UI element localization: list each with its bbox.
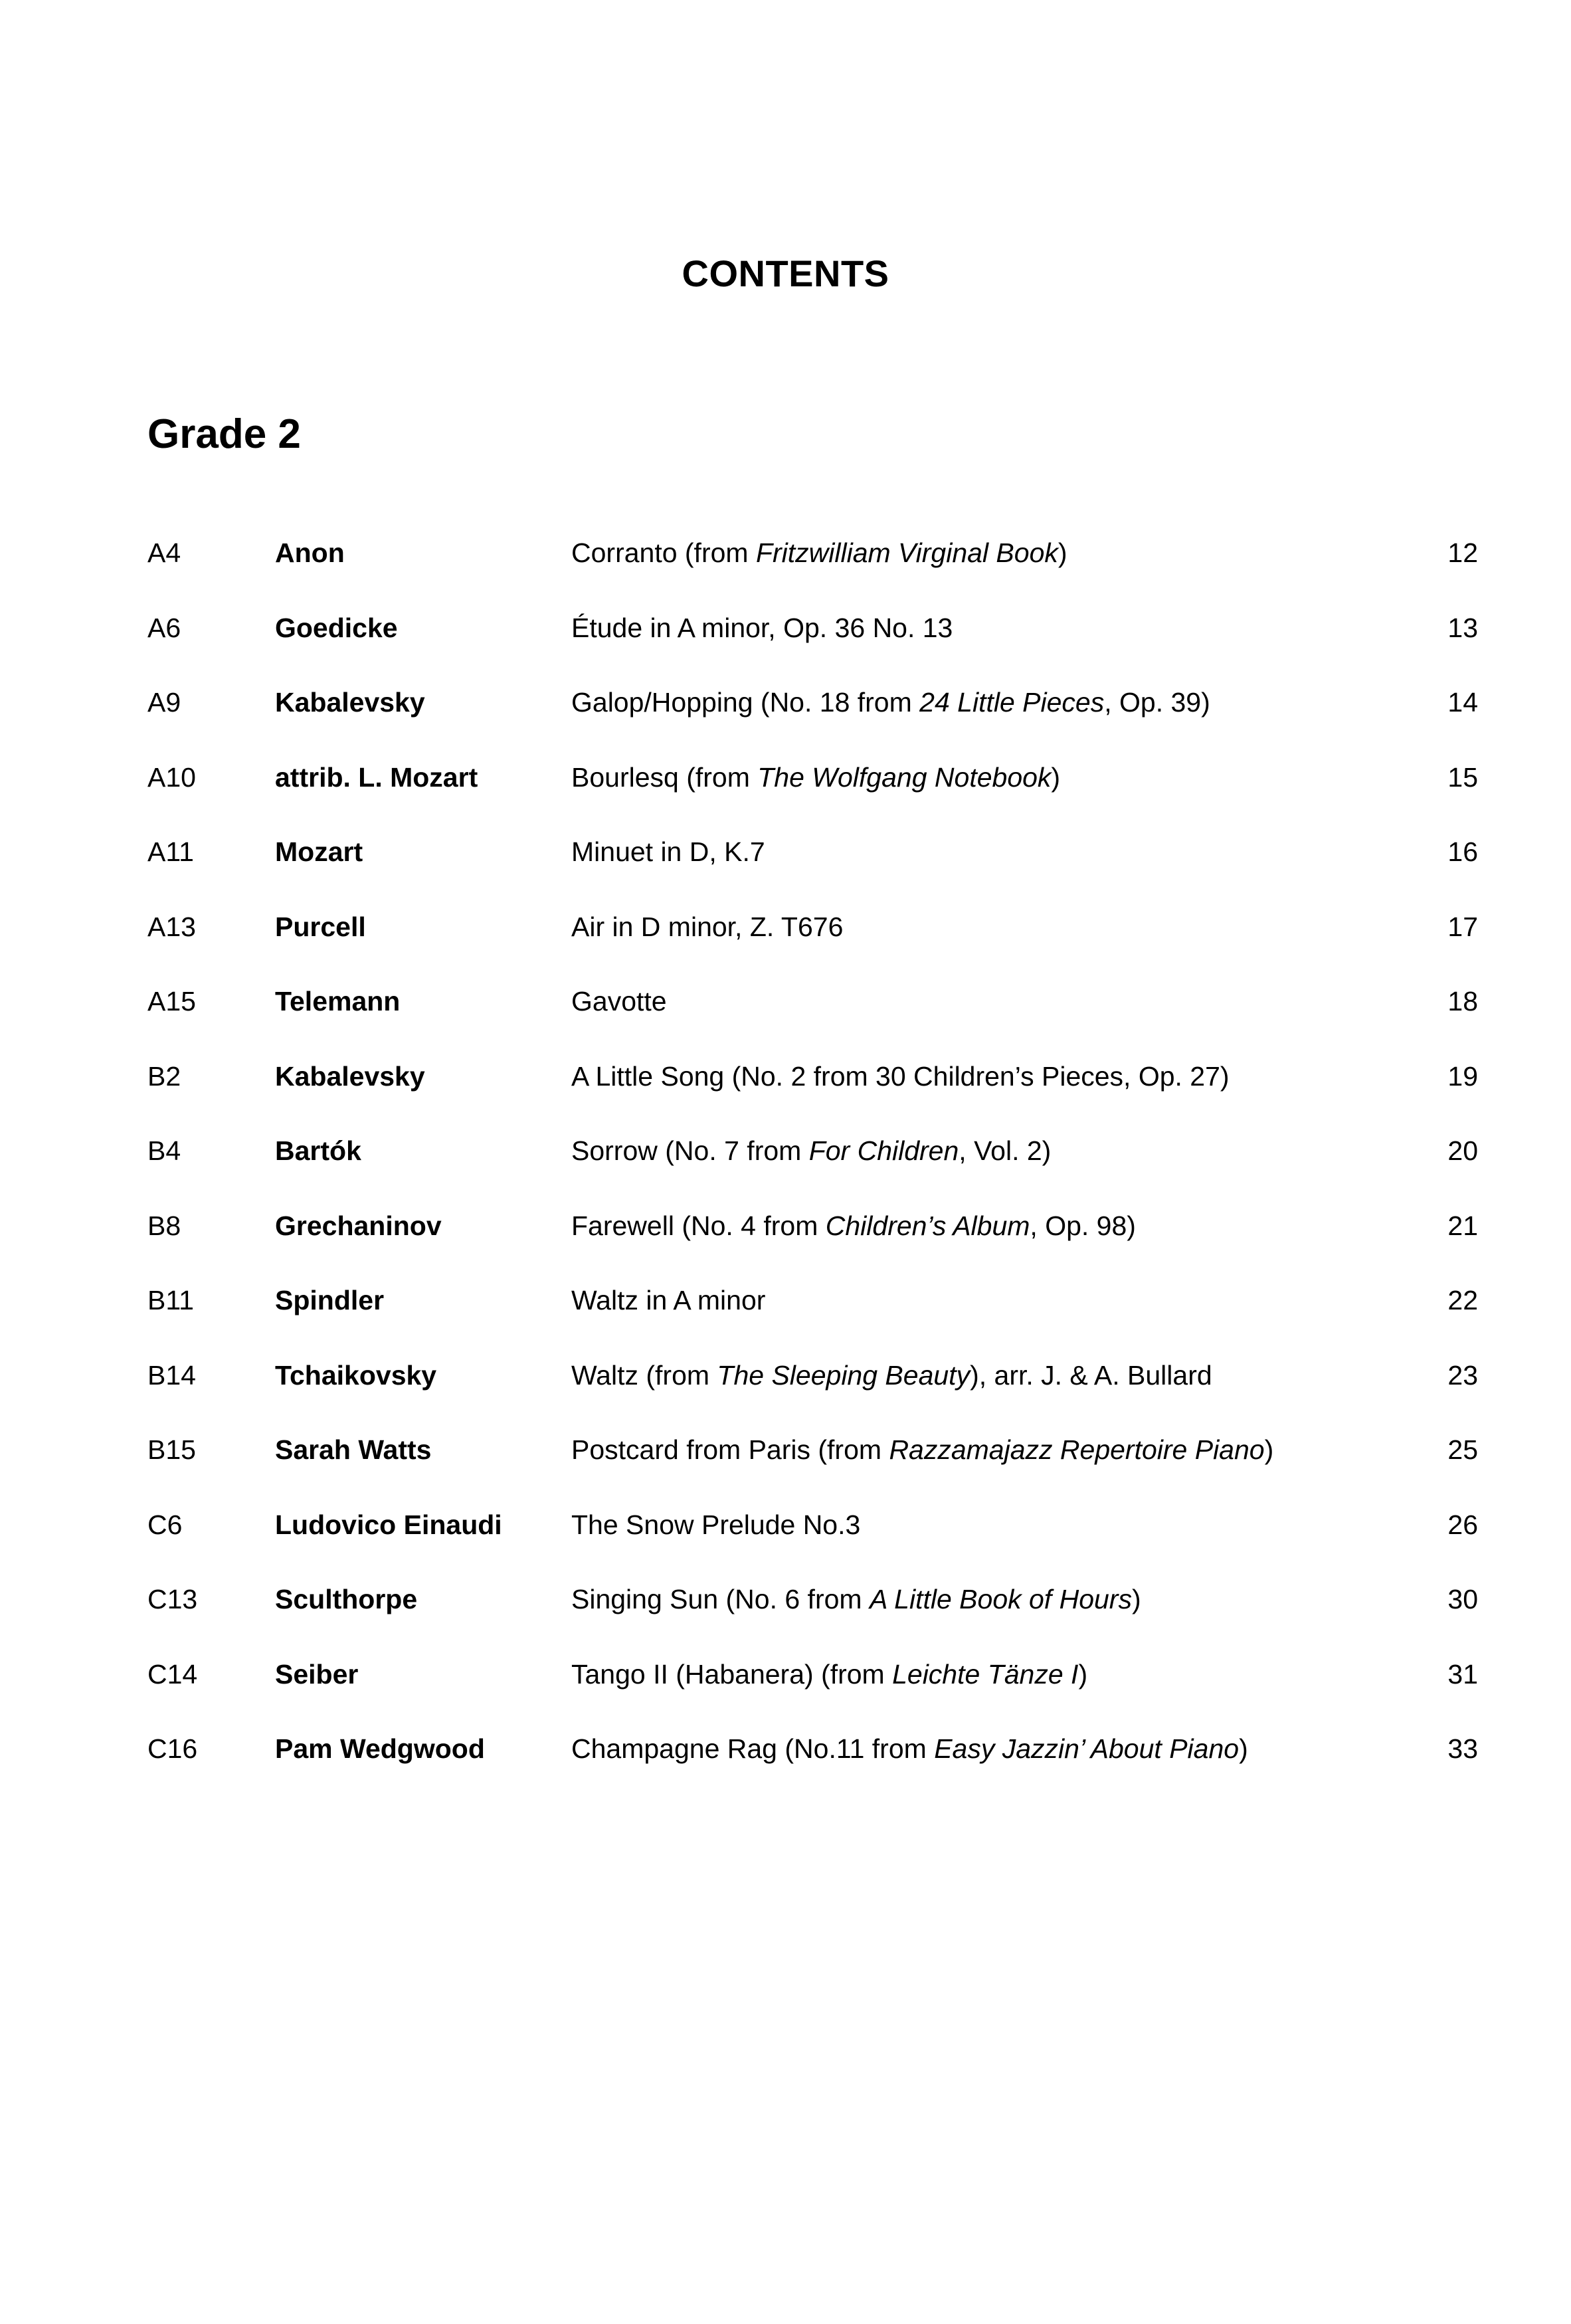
piece-title <box>571 1351 1212 1399</box>
piece-title <box>571 1276 765 1324</box>
source-book-title: The Sleeping Beauty <box>717 1359 970 1391</box>
composer-name: Anon <box>275 537 345 568</box>
page-number: 13 <box>1447 612 1478 643</box>
piece-code: A13 <box>147 911 196 942</box>
piece-code: A6 <box>147 612 181 643</box>
contents-entry <box>0 1127 1571 1202</box>
piece-title <box>571 678 1210 726</box>
composer-name: Ludovico Einaudi <box>275 1509 502 1540</box>
piece-title-text: Waltz in A minor <box>571 1285 766 1315</box>
piece-title-text: Étude in A minor, Op. 36 No. 13 <box>571 612 953 643</box>
piece-title <box>571 1501 860 1549</box>
piece-title <box>571 604 953 652</box>
piece-title-suffix: ), arr. J. & A. Bullard <box>970 1359 1212 1391</box>
composer-name: Purcell <box>275 911 366 942</box>
contents-entry <box>0 604 1571 679</box>
piece-code: B2 <box>147 1060 181 1092</box>
piece-title-suffix: ) <box>1078 1658 1088 1690</box>
piece-code: A11 <box>147 836 194 867</box>
page-number: 25 <box>1447 1434 1478 1465</box>
source-book-title: 24 Little Pieces <box>919 687 1105 718</box>
piece-title <box>571 1202 1136 1250</box>
composer-name: Goedicke <box>275 612 398 643</box>
piece-title <box>571 1052 1230 1100</box>
composer-name: Pam Wedgwood <box>275 1733 485 1764</box>
page-number: 22 <box>1447 1285 1478 1315</box>
contents-entry <box>0 1725 1571 1800</box>
piece-code: B4 <box>147 1135 181 1166</box>
contents-entry <box>0 1575 1571 1650</box>
piece-title <box>571 1426 1273 1474</box>
contents-entry <box>0 529 1571 604</box>
contents-entry <box>0 903 1571 978</box>
contents-entry <box>0 753 1571 828</box>
source-book-title: Leichte Tänze I <box>892 1658 1079 1690</box>
piece-title-suffix: ) <box>1051 761 1061 793</box>
source-book-title: For Children <box>808 1135 959 1166</box>
composer-name: Telemann <box>275 986 401 1017</box>
grade-heading: Grade 2 <box>147 411 301 457</box>
page-number: 18 <box>1447 986 1478 1017</box>
page-number: 21 <box>1447 1210 1478 1241</box>
piece-title-text: Gavotte <box>571 986 667 1017</box>
page-number: 30 <box>1447 1584 1478 1614</box>
contents-entry <box>0 1426 1571 1501</box>
contents-entry <box>0 1351 1571 1426</box>
piece-code: A10 <box>147 761 196 793</box>
page-number: 26 <box>1447 1509 1478 1540</box>
piece-title-text: Corranto (from <box>571 537 756 568</box>
source-book-title: Fritzwilliam Virginal Book <box>755 537 1058 568</box>
piece-code: B11 <box>147 1285 194 1315</box>
piece-title <box>571 1575 1141 1623</box>
piece-title-suffix: , Vol. 2) <box>959 1135 1052 1166</box>
composer-name: Sarah Watts <box>275 1434 432 1465</box>
contents-entry <box>0 678 1571 753</box>
page-number: 14 <box>1447 687 1478 718</box>
piece-code: C6 <box>147 1509 183 1540</box>
piece-title-suffix: ) <box>1239 1733 1248 1764</box>
piece-code: C14 <box>147 1658 198 1690</box>
composer-name: Kabalevsky <box>275 687 425 718</box>
piece-title-text: Air in D minor, Z. T676 <box>571 911 844 942</box>
page-number: 23 <box>1447 1359 1478 1391</box>
piece-title-text: A Little Song (No. 2 from 30 Children’s Pieces, Op. 27) <box>571 1060 1230 1092</box>
composer-name: Grechaninov <box>275 1210 442 1241</box>
page-number: 33 <box>1447 1733 1478 1764</box>
composer-name: Spindler <box>275 1285 385 1315</box>
contents-entry <box>0 828 1571 903</box>
piece-code: C13 <box>147 1584 198 1614</box>
composer-name: attrib. L. Mozart <box>275 761 478 793</box>
source-book-title: A Little Book of Hours <box>869 1584 1132 1614</box>
piece-code: A15 <box>147 986 196 1017</box>
page-number: 17 <box>1447 911 1478 942</box>
piece-title-text: Tango II (Habanera) (from <box>571 1658 893 1690</box>
piece-title-text: Singing Sun (No. 6 from <box>571 1584 870 1614</box>
source-book-title: Children’s Album <box>825 1210 1030 1241</box>
piece-title-text: Minuet in D, K.7 <box>571 836 765 867</box>
composer-name: Tchaikovsky <box>275 1359 437 1391</box>
piece-title-text: Farewell (No. 4 from <box>571 1210 826 1241</box>
composer-name: Sculthorpe <box>275 1584 418 1614</box>
piece-title-suffix: ) <box>1058 537 1067 568</box>
contents-list <box>0 529 1571 1800</box>
piece-title <box>571 1725 1248 1773</box>
page-number: 19 <box>1447 1060 1478 1092</box>
composer-name: Seiber <box>275 1658 359 1690</box>
piece-title <box>571 1127 1051 1175</box>
piece-title-text: Waltz (from <box>571 1359 717 1391</box>
piece-code: A9 <box>147 687 181 718</box>
contents-entry <box>0 1501 1571 1576</box>
composer-name: Bartók <box>275 1135 361 1166</box>
piece-title-text: Postcard from Paris (from <box>571 1434 889 1465</box>
contents-entry <box>0 1202 1571 1277</box>
piece-title <box>571 1650 1087 1698</box>
piece-title-text: Champagne Rag (No.11 from <box>571 1733 935 1764</box>
page-number: 15 <box>1447 761 1478 793</box>
piece-title-text: Galop/Hopping (No. 18 from <box>571 687 920 718</box>
piece-title <box>571 828 765 876</box>
page-title: CONTENTS <box>682 252 889 294</box>
page-number: 16 <box>1447 836 1478 867</box>
contents-entry <box>0 1650 1571 1725</box>
source-book-title: Easy Jazzin’ About Piano <box>934 1733 1240 1764</box>
piece-title-suffix: , Op. 98) <box>1030 1210 1136 1241</box>
piece-title-suffix: , Op. 39) <box>1104 687 1210 718</box>
piece-title-text: Bourlesq (from <box>571 761 758 793</box>
piece-code: A4 <box>147 537 181 568</box>
page-number: 20 <box>1447 1135 1478 1166</box>
piece-code: B14 <box>147 1359 196 1391</box>
piece-title <box>571 529 1067 577</box>
piece-title-text: The Snow Prelude No.3 <box>571 1509 861 1540</box>
source-book-title: Razzamajazz Repertoire Piano <box>889 1434 1265 1465</box>
piece-code: B8 <box>147 1210 181 1241</box>
composer-name: Mozart <box>275 836 363 867</box>
contents-entry <box>0 1052 1571 1127</box>
source-book-title: The Wolfgang Notebook <box>757 761 1052 793</box>
piece-title-suffix: ) <box>1131 1584 1141 1614</box>
piece-code: C16 <box>147 1733 198 1764</box>
piece-title <box>571 753 1060 801</box>
piece-code: B15 <box>147 1434 196 1465</box>
piece-title-suffix: ) <box>1264 1434 1274 1465</box>
piece-title <box>571 977 667 1025</box>
piece-title-text: Sorrow (No. 7 from <box>571 1135 809 1166</box>
page-number: 12 <box>1447 537 1478 568</box>
contents-entry <box>0 977 1571 1052</box>
composer-name: Kabalevsky <box>275 1060 425 1092</box>
contents-entry <box>0 1276 1571 1351</box>
piece-title <box>571 903 843 951</box>
page-number: 31 <box>1447 1658 1478 1690</box>
